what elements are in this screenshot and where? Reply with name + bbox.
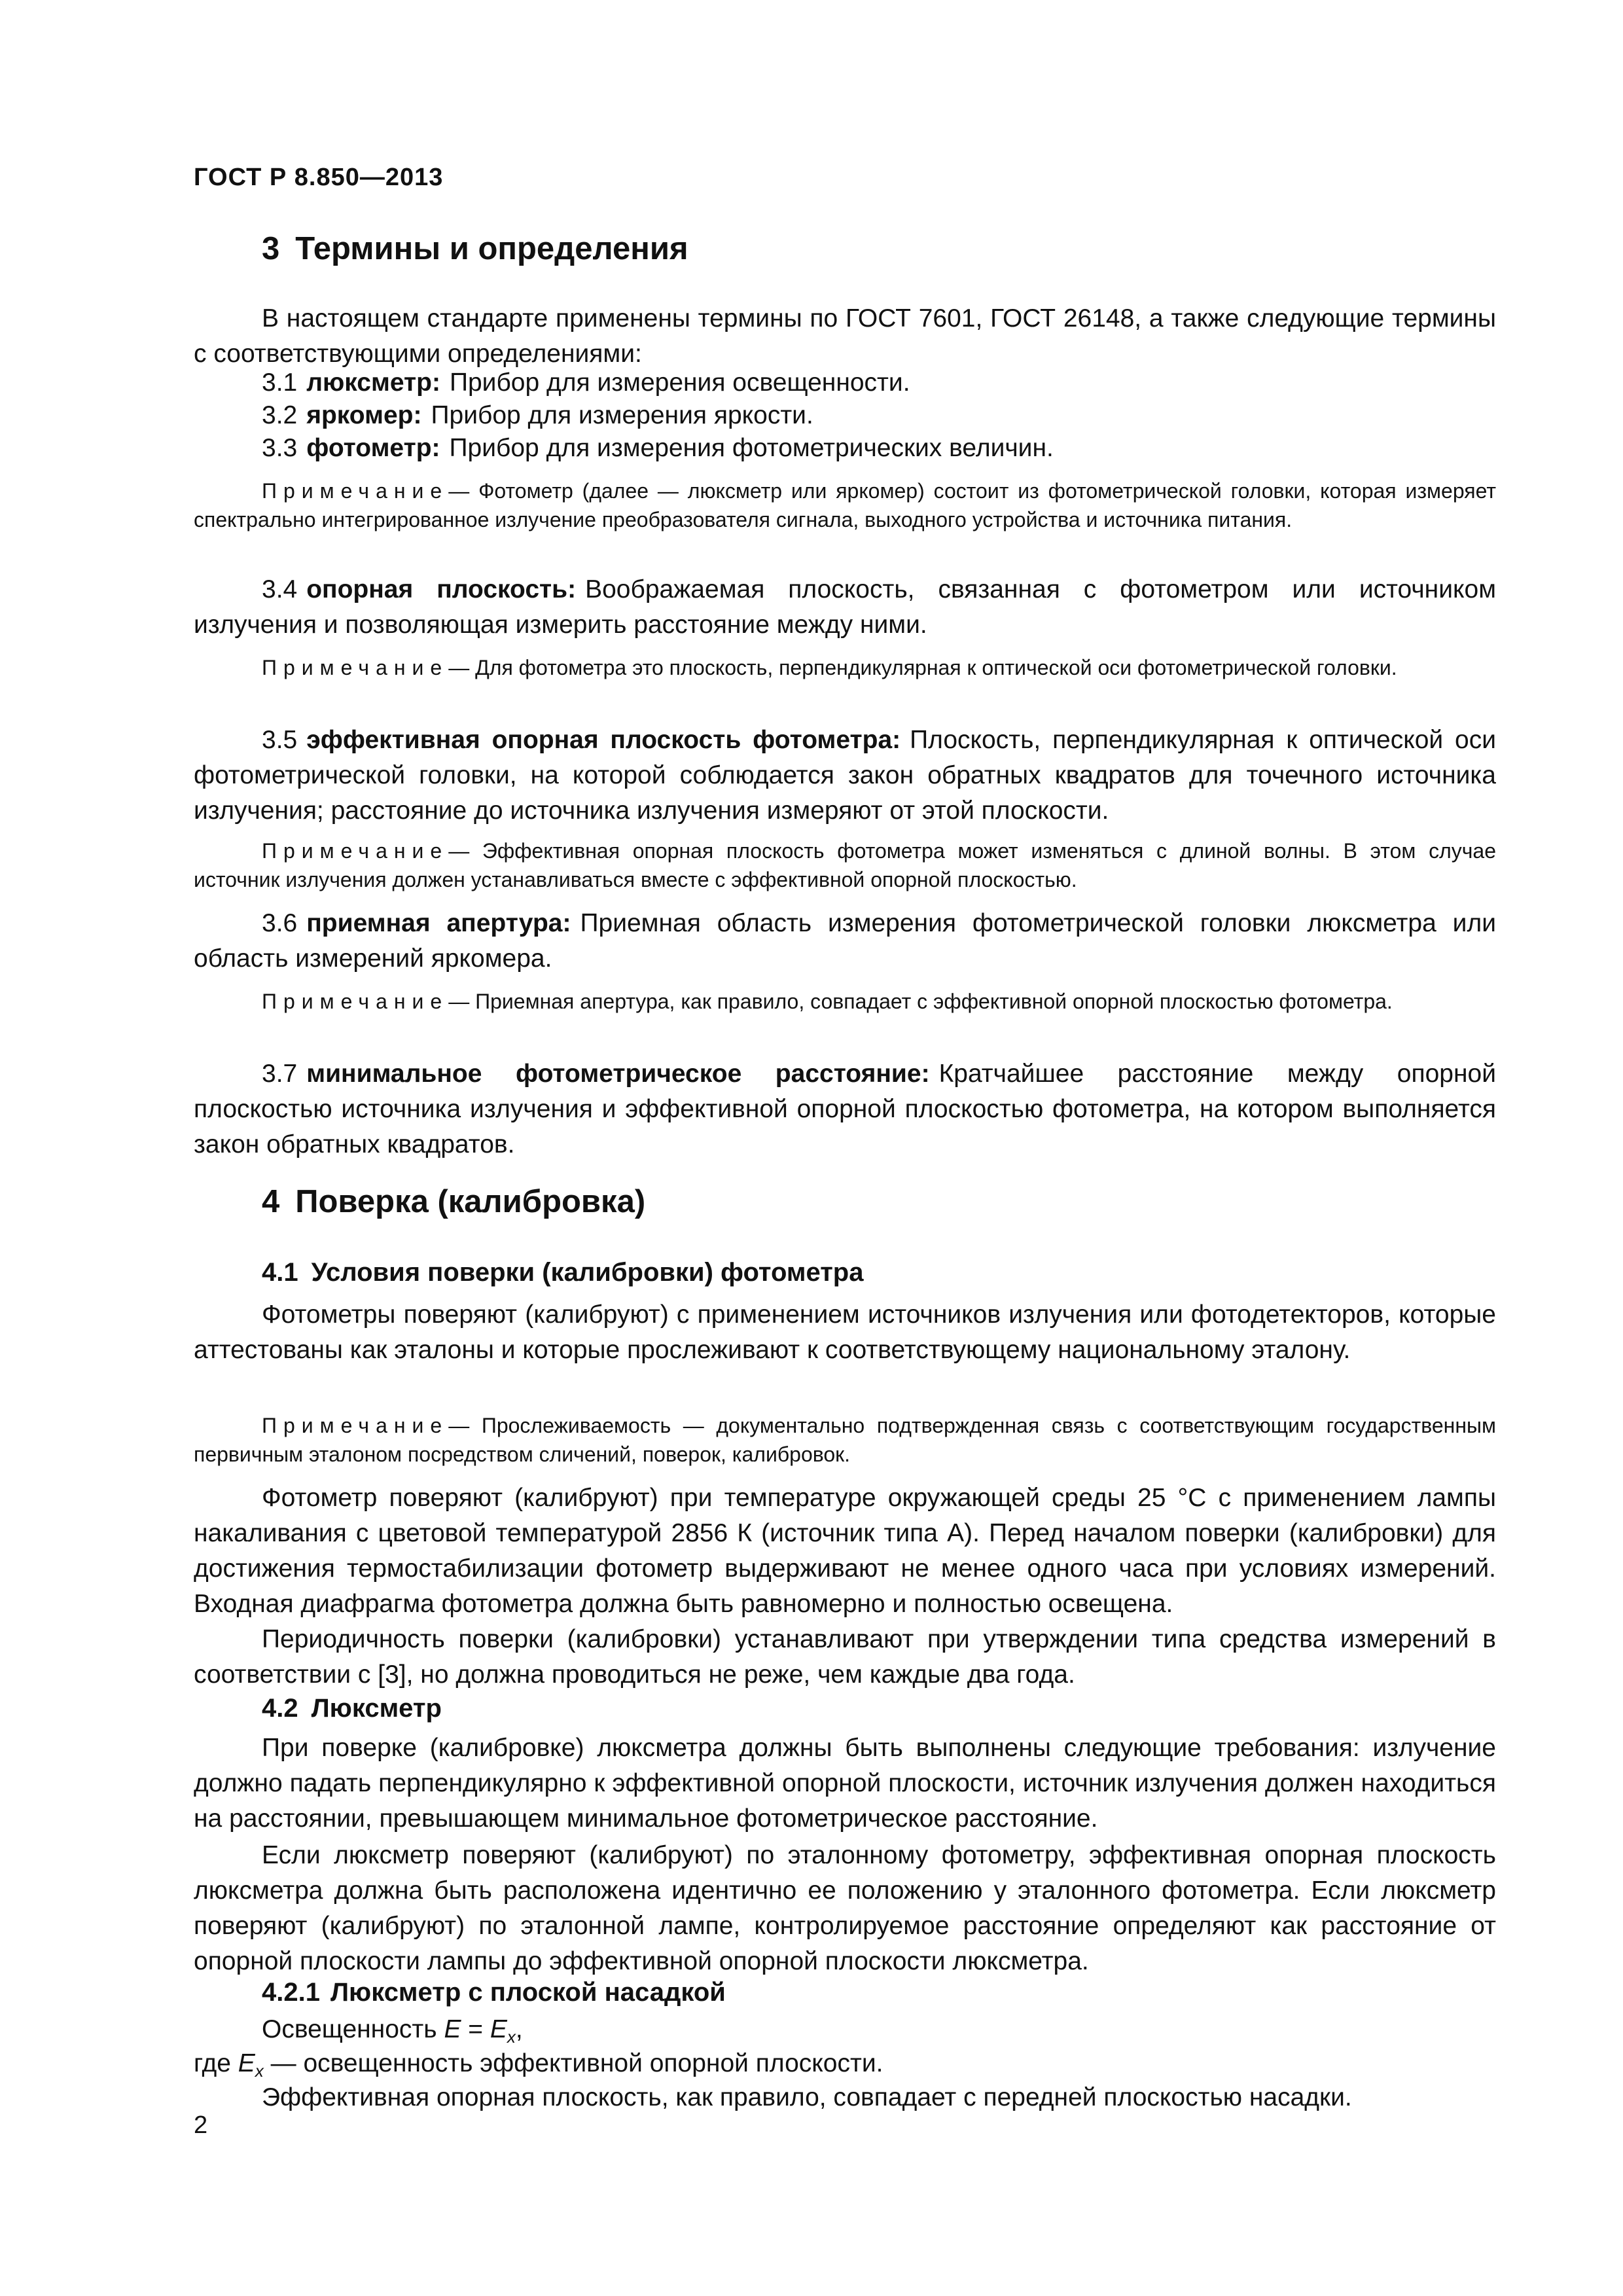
term-3-7: 3.7 минимальное фотометрическое расстояние: Кратчайшее расстояние между опорной плоскостью источника излучения и эффективной опорной плоскостью фотометра, на котором выполняется закон обратных квадратов. bbox=[194, 1060, 1496, 1158]
term-3-3: 3.3 фотометр: Прибор для измерения фотометрических величин. bbox=[262, 434, 1054, 462]
note-3-5 bbox=[194, 836, 1496, 894]
section-title: Поверка (калибровка) bbox=[295, 1184, 646, 1219]
term-name: яркомер: bbox=[306, 401, 422, 429]
term-name: люксметр: bbox=[306, 368, 440, 397]
term-definition: Плоскость, перпендикулярная к оптической оси фотометрической головки, на которой соблюдается закон обратных квадратов для точечного источника излучения; расстояние до источника излучения измеряют от этой плоскости. bbox=[194, 726, 1496, 825]
term-name: приемная апертура: bbox=[306, 909, 571, 937]
paragraph-4-2-b: Если люксметр поверяют (калибруют) по эталонному фотометру, эффективная опорная плоскость люксметра должна быть расположена идентично ее положению у эталонного фотометра. Если люксметр поверяют (калибруют) по эталонной лампе, контролируемое расстояние определяют как расстояние от опорной плоскости лампы до эффективной опорной плоскости люксметра. bbox=[194, 1841, 1496, 1975]
note-label: Примечание bbox=[262, 990, 449, 1013]
subsection-4-2-heading: 4.2 Люксметр bbox=[262, 1694, 442, 1723]
term-3-2: 3.2 яркомер: Прибор для измерения яркости. bbox=[262, 401, 813, 429]
note-text: — Прослеживаемость — документально подтвержденная связь с соответствующим государственным первичным эталоном посредством сличений, поверок, калибровок. bbox=[194, 1414, 1496, 1466]
subsection-4-2-1-heading: 4.2.1 Люксметр с плоской насадкой bbox=[262, 1978, 726, 2007]
paragraph-4-1-c: Периодичность поверки (калибровки) устанавливают при утверждении типа средства измерений в соответствии с [3], но должна проводиться не реже, чем каждые два года. bbox=[194, 1625, 1496, 1689]
intro-paragraph: В настоящем стандарте применены термины по ГОСТ 7601, ГОСТ 26148, а также следующие термины с соответствующими определениями: bbox=[194, 304, 1496, 368]
section-title: Термины и определения bbox=[295, 231, 688, 266]
subsection-4-1-heading: 4.1 Условия поверки (калибровки) фотометра bbox=[262, 1258, 864, 1287]
note-text: — Фотометр (далее — люксметр или яркомер) состоит из фотометрической головки, которая измеряет спектрально интегрированное излучение преобразователя сигнала, выходного устройства и источника питания. bbox=[194, 479, 1496, 531]
term-name: эффективная опорная плоскость фотометра: bbox=[306, 726, 901, 754]
section-3-heading bbox=[262, 230, 688, 267]
note-label: Примечание bbox=[262, 479, 449, 503]
term-name: минимальное фотометрическое расстояние: bbox=[306, 1060, 930, 1088]
note-3-6 bbox=[194, 987, 1496, 1016]
paragraph-4-1-b: Фотометр поверяют (калибруют) при температуре окружающей среды 25 °С с применением лампы накаливания с цветовой температурой 2856 К (источник типа А). Перед началом поверки (калибровки) для достижения термостабилизации фотометр выдерживают не менее одного часа при условиях измерений. Входная диафрагма фотометра должна быть равномерно и полностью освещена. bbox=[194, 1484, 1496, 1618]
term-name: опорная плоскость: bbox=[306, 575, 577, 603]
note-text: — Для фотометра это плоскость, перпендикулярная к оптической оси фотометрической головки. bbox=[448, 656, 1397, 679]
note-3-4 bbox=[194, 653, 1496, 682]
formula-lhs: E bbox=[444, 2015, 461, 2043]
formula-illuminance: Освещенность $E = E_x$, bbox=[262, 2015, 523, 2047]
note-text: — Приемная апертура, как правило, совпадает с эффективной опорной плоскостью фотометра. bbox=[448, 990, 1393, 1013]
note-label: Примечание bbox=[262, 839, 449, 863]
document-header: ГОСТ Р 8.850—2013 bbox=[194, 164, 444, 191]
page-number: 2 bbox=[194, 2111, 208, 2139]
term-definition: Прибор для измерения освещенности. bbox=[449, 368, 910, 397]
paragraph-4-1-a: Фотометры поверяют (калибруют) с применением источников излучения или фотодетекторов, которые аттестованы как эталоны и которые прослеживают к соответствующему национальному эталону. bbox=[194, 1300, 1496, 1364]
term-definition: Прибор для измерения фотометрических величин. bbox=[449, 434, 1054, 462]
note-label: Примечание bbox=[262, 656, 449, 679]
term-3-6: 3.6 приемная апертура: Приемная область измерения фотометрической головки люксметра или область измерений яркомера. bbox=[194, 909, 1496, 973]
section-number: 3 bbox=[262, 231, 280, 266]
term-definition: Воображаемая плоскость, связанная с фотометром или источником излучения и позволяющая измерить расстояние между ними. bbox=[194, 575, 1497, 639]
note-text: — Эффективная опорная плоскость фотометра может изменяться с длиной волны. В этом случае источник излучения должен устанавливаться вместе с эффективной опорной плоскостью. bbox=[194, 839, 1496, 891]
formula-rhs: E bbox=[490, 2015, 507, 2043]
term-3-1: 3.1 люксметр: Прибор для измерения освещенности. bbox=[262, 368, 910, 397]
term-3-4: 3.4 опорная плоскость: Воображаемая плоскость, связанная с фотометром или источником излучения и позволяющая измерить расстояние между ними. bbox=[194, 575, 1497, 639]
formula-where: где $E_x$ — освещенность эффективной опорной плоскости. bbox=[194, 2049, 883, 2081]
section-4-heading bbox=[262, 1183, 645, 1220]
term-definition: Прибор для измерения яркости. bbox=[431, 401, 813, 429]
term-name: фотометр: bbox=[306, 434, 440, 462]
paragraph-4-2-a: При поверке (калибровке) люксметра должны быть выполнены следующие требования: излучение должно падать перпендикулярно к эффективной опорной плоскости, источник излучения должен находиться на расстоянии, превышающем минимальное фотометрическое расстояние. bbox=[194, 1734, 1496, 1833]
note-3-3 bbox=[194, 476, 1496, 534]
section-number: 4 bbox=[262, 1184, 280, 1219]
term-definition: Кратчайшее расстояние между опорной плоскостью источника излучения и эффективной опорной плоскостью фотометра, на котором выполняется закон обратных квадратов. bbox=[194, 1060, 1496, 1158]
note-label: Примечание bbox=[262, 1414, 449, 1437]
term-3-5: 3.5 эффективная опорная плоскость фотометра: Плоскость, перпендикулярная к оптической оси фотометрической головки, на которой соблюдается закон обратных квадратов для точечного источника излучения; расстояние до источника излучения измеряют от этой плоскости. bbox=[194, 726, 1496, 825]
paragraph-4-2-1-b: Эффективная опорная плоскость, как правило, совпадает с передней плоскостью насадки. bbox=[262, 2083, 1352, 2111]
note-4-1 bbox=[194, 1411, 1496, 1469]
term-definition: Приемная область измерения фотометрической головки люксметра или область измерений яркомера. bbox=[194, 909, 1496, 973]
